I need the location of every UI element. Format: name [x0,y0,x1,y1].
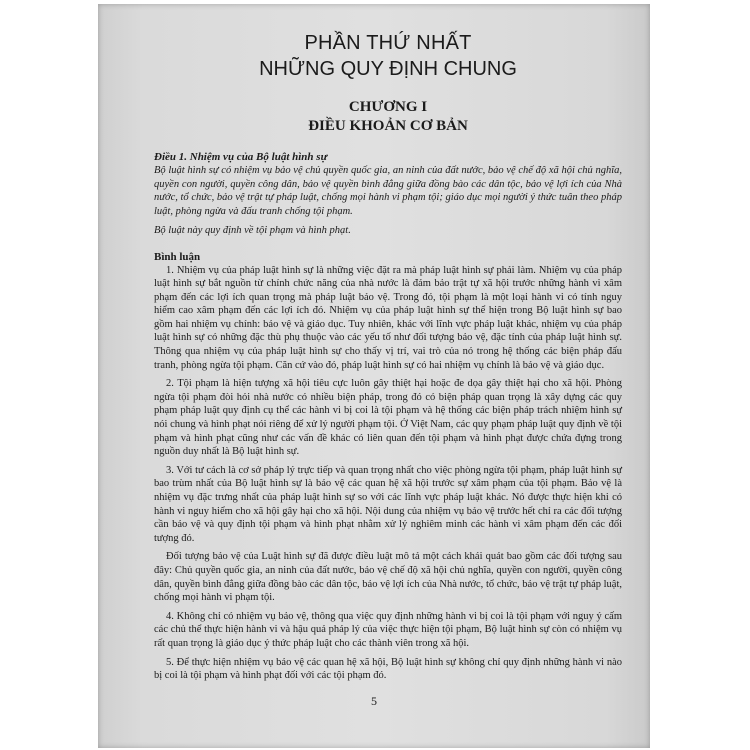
part-title: PHẦN THỨ NHẤT [304,32,472,54]
commentary-paragraph: 1. Nhiệm vụ của pháp luật hình sự là những việc đặt ra mà pháp luật hình sự phải làm. Nhiệm vụ của pháp luật hình sự bắt nguồn từ chính chức năng của nhà nước là đảm bảo trật tự xã hội trước những hành vi xâm phạm đến các lợi ích quan trọng mà pháp luật bảo vệ. Trong đó, tội phạm là một loại hành vi có tính nguy hiểm cao xâm phạm đến các lợi ích đó. Nhiệm vụ của pháp luật hình sự thể hiện trong Bộ luật hình sự bao gồm hai nhiệm vụ chính: bảo vệ và giáo dục. Tuy nhiên, khác với lĩnh vực pháp luật khác, nhiệm vụ của pháp luật hình sự có những đặc thù phụ thuộc vào các yếu tố như đối tượng bảo vệ, đặc tính của pháp luật hình sự. Thông qua nhiệm vụ của pháp luật hình sự cho thấy vị trí, vai trò của nó trong hệ thống các biện pháp đấu tranh, phòng ngừa tội phạm. Căn cứ vào đó, pháp luật hình sự có hai nhiệm vụ chính là bảo vệ và giáo dục. [154,264,622,371]
chapter-title: ĐIỀU KHOẢN CƠ BẢN [308,118,468,134]
commentary-title: Bình luận [154,250,201,263]
commentary-paragraph: 3. Với tư cách là cơ sở pháp lý trực tiếp và quan trọng nhất cho việc phòng ngừa tội phạm, pháp luật hình sự bao trùm nhất của Bộ luật hình sự là bảo vệ các quan hệ xã hội trước sự xâm phạm của tội phạm. Bảo vệ là nhiệm vụ đặc trưng nhất của pháp luật hình sự so với các lĩnh vực pháp luật khác. Nó được thực hiện khi có hành vi nguy hiểm cho xã hội gây hại cho xã hội. Nội dung của nhiệm vụ bảo vệ trước hết chỉ ra các đối tượng cần bảo vệ và quy định tội phạm và hình phạt nhằm xử lý nghiêm minh các hành vi xâm phạm đến các đối tượng đó. [154,464,622,544]
commentary-paragraph: 5. Để thực hiện nhiệm vụ bảo vệ các quan hệ xã hội, Bộ luật hình sự không chỉ quy định những hành vi nào bị coi là tội phạm và hình phạt đối với các tội phạm đó. [154,656,622,682]
part-subtitle: NHỮNG QUY ĐỊNH CHUNG [259,58,517,80]
commentary-paragraph: 2. Tội phạm là hiện tượng xã hội tiêu cực luôn gây thiệt hại hoặc đe dọa gây thiệt hại cho xã hội. Phòng ngừa tội phạm đòi hỏi nhà nước có nhiều biện pháp, trong đó có biện pháp quan trọng là xây dựng các quy phạm pháp luật quy định cụ thể các hành vi bị coi là tội phạm và hệ thống các biện pháp trách nhiệm hình sự nói chung và hình phạt nói riêng để xử lý người phạm tội. Ở Việt Nam, các quy phạm pháp luật quy định về tội phạm và hình phạt cũng như các vấn đề khác có liên quan đến tội phạm và hình phạt được chứa đựng trong nguồn duy nhất là Bộ luật hình sự. [154,378,622,458]
book-page [98,4,650,748]
article-paragraph: Bộ luật hình sự có nhiệm vụ bảo vệ chủ quyền quốc gia, an ninh của đất nước, bảo vệ chế độ xã hội chủ nghĩa, quyền con người, quyền công dân, bảo vệ quyền bình đẳng giữa đồng bào các dân tộc, bảo vệ lợi ích của Nhà nước, tổ chức, bảo vệ trật tự pháp luật, chống mọi hành vi phạm tội; giáo dục mọi người ý thức tuân theo pháp luật, phòng ngừa và đấu tranh chống tội phạm. [154,165,622,217]
chapter-number: CHƯƠNG I [348,99,428,115]
page-content [154,30,622,688]
page-number: 5 [371,694,377,708]
article-title: Điều 1. Nhiệm vụ của Bộ luật hình sự [154,151,328,163]
commentary-paragraph: 4. Không chỉ có nhiệm vụ bảo vệ, thông qua việc quy định những hành vi bị coi là tội phạm với nguy ý cấm các chủ thể thực hiện hành vi và hậu quả pháp lý của việc thực hiện tội phạm, Bộ luật hình sự còn có nhiệm vụ rất quan trọng là giáo dục ý thức pháp luật cho các thành viên trong xã hội. [154,610,622,649]
commentary-paragraph: Đối tượng bảo vệ của Luật hình sự đã được điều luật mô tả một cách khái quát bao gồm các đối tượng sau đây: Chủ quyền quốc gia, an ninh của đất nước, bảo vệ chế độ xã hội chủ nghĩa, quyền con người, quyền công dân, quyền bình đẳng giữa đồng bào các dân tộc, bảo vệ lợi ích của Nhà nước, tổ chức, bảo vệ trật tự pháp luật, chống mọi hành vi phạm tội. [154,551,622,604]
article-paragraph: Bộ luật này quy định về tội phạm và hình phạt. [154,225,351,236]
